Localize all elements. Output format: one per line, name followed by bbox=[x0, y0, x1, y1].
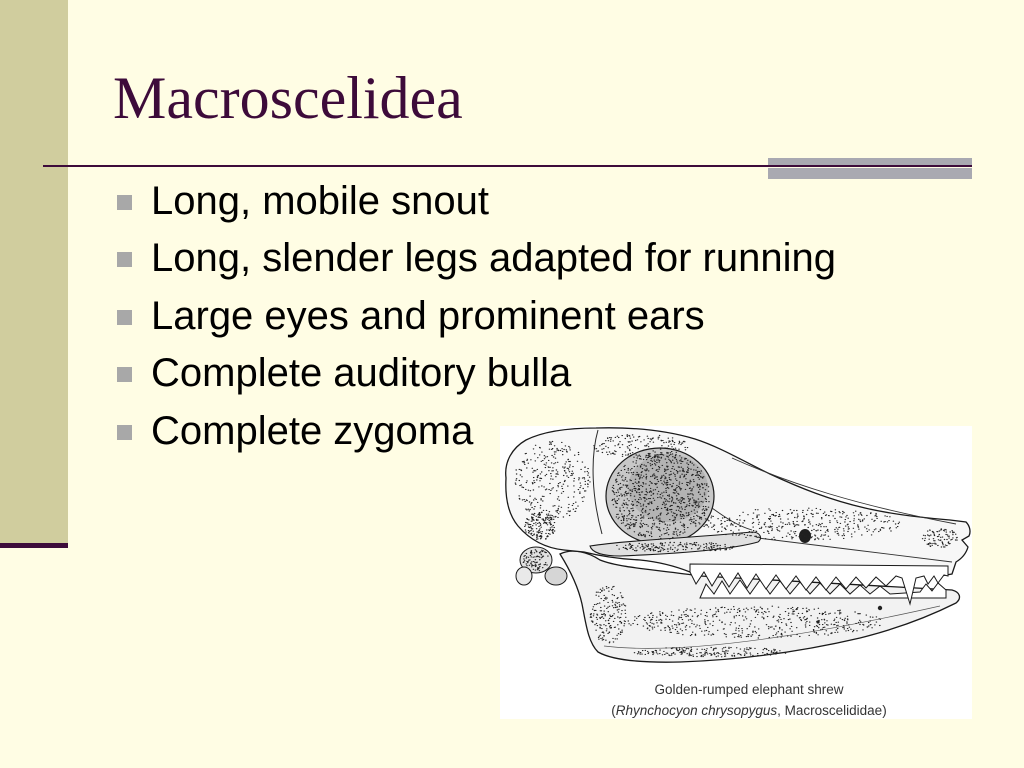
square-bullet-icon bbox=[117, 425, 132, 440]
caption-family-name: , Macroscelididae) bbox=[777, 703, 887, 718]
slide-title: Macroscelidea bbox=[113, 65, 463, 131]
bullet-text: Long, mobile snout bbox=[151, 179, 490, 223]
bullet-text: Complete auditory bulla bbox=[151, 351, 572, 396]
square-bullet-icon bbox=[117, 310, 132, 325]
bullet-item bbox=[0, 288, 900, 345]
figure-caption-common-name: Golden-rumped elephant shrew bbox=[654, 682, 844, 697]
title-rule-accent-upper bbox=[768, 158, 972, 165]
figure-caption-scientific-name bbox=[526, 703, 972, 719]
skull-occipital-condyle bbox=[545, 567, 567, 585]
bullet-item bbox=[0, 230, 900, 287]
skull-figure bbox=[500, 426, 972, 719]
title-underline bbox=[43, 165, 972, 167]
skull-mental-foramen bbox=[878, 606, 882, 610]
square-bullet-icon bbox=[117, 367, 132, 382]
caption-open-paren: ( bbox=[611, 703, 616, 718]
skull-mastoid bbox=[516, 567, 532, 585]
square-bullet-icon bbox=[117, 195, 132, 210]
bullet-text: Complete zygoma bbox=[151, 408, 474, 453]
bullet-item bbox=[0, 345, 900, 402]
bullet-text: Long, slender legs adapted for running bbox=[151, 236, 836, 281]
skull-illustration bbox=[500, 426, 972, 719]
square-bullet-icon bbox=[117, 252, 132, 267]
bullet-text: Large eyes and prominent ears bbox=[151, 293, 705, 338]
bullet-item bbox=[0, 173, 900, 230]
caption-species-name: Rhynchocyon chrysopygus bbox=[615, 703, 778, 718]
side-accent-rule bbox=[0, 543, 68, 548]
bullet-list bbox=[0, 173, 900, 460]
